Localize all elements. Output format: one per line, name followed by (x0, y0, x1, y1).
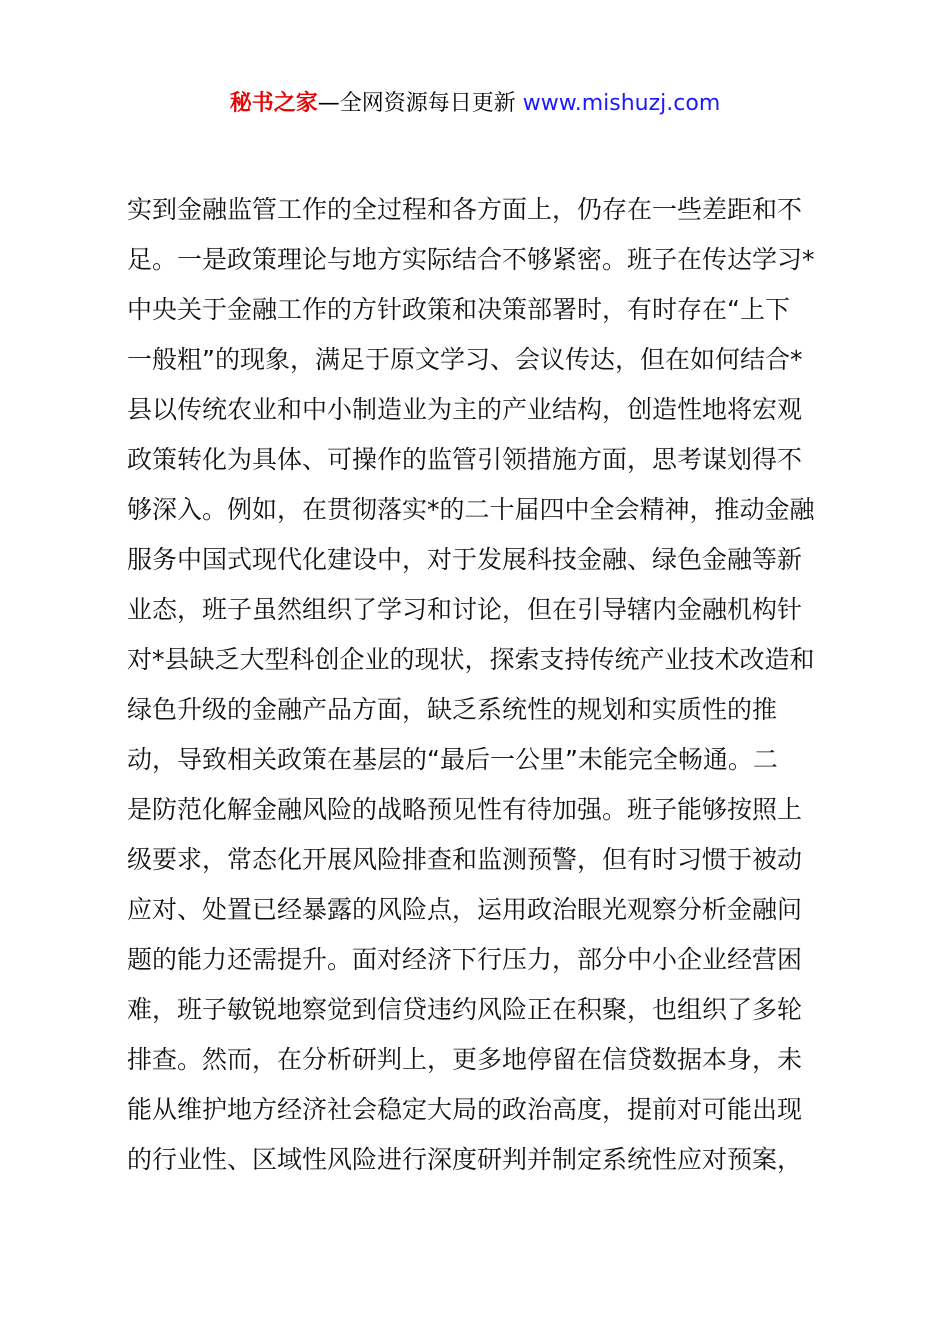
body-line: 题的能力还需提升。面对经济下行压力，部分中小企业经营困 (127, 945, 803, 974)
body-line: 能从维护地方经济社会稳定大局的政治高度，提前对可能出现 (127, 1095, 803, 1124)
page-header (0, 88, 950, 120)
body-line: 难，班子敏锐地察觉到信贷违约风险正在积聚，也组织了多轮 (127, 995, 803, 1024)
header-tagline: —全网资源每日更新 (317, 91, 523, 116)
body-line: 业态，班子虽然组织了学习和讨论，但在引导辖内金融机构针 (127, 595, 803, 624)
body-line: 绿色升级的金融产品方面，缺乏系统性的规划和实质性的推 (127, 695, 778, 724)
body-line: 对*县缺乏大型科创企业的现状，探索支持传统产业技术改造和 (127, 645, 815, 674)
body-line: 县以传统农业和中小制造业为主的产业结构，创造性地将宏观 (127, 395, 803, 424)
body-line: 政策转化为具体、可操作的监管引领措施方面，思考谋划得不 (127, 445, 803, 474)
body-line: 是防范化解金融风险的战略预见性有待加强。班子能够按照上 (127, 795, 803, 824)
body-line: 实到金融监管工作的全过程和各方面上，仍存在一些差距和不 (127, 195, 803, 224)
body-line: 一般粗”的现象，满足于原文学习、会议传达，但在如何结合* (127, 345, 803, 374)
body-line: 应对、处置已经暴露的风险点，运用政治眼光观察分析金融问 (127, 895, 803, 924)
body-line: 够深入。例如，在贯彻落实*的二十届四中全会精神，推动金融 (127, 495, 815, 524)
site-url-link[interactable]: www.mishuzj.com (522, 91, 721, 116)
body-line: 足。一是政策理论与地方实际结合不够紧密。班子在传达学习* (127, 245, 815, 274)
body-line: 中央关于金融工作的方针政策和决策部署时，有时存在“上下 (127, 295, 790, 324)
body-line: 动，导致相关政策在基层的“最后一公里”未能完全畅通。二 (127, 745, 778, 774)
document-body (127, 185, 833, 1185)
body-line: 排查。然而，在分析研判上，更多地停留在信贷数据本身，未 (127, 1045, 803, 1074)
body-line: 级要求，常态化开展风险排查和监测预警，但有时习惯于被动 (127, 845, 803, 874)
body-line: 的行业性、区域性风险进行深度研判并制定系统性应对预案， (127, 1145, 803, 1174)
body-line: 服务中国式现代化建设中，对于发展科技金融、绿色金融等新 (127, 545, 803, 574)
brand-name: 秘书之家 (229, 91, 318, 116)
